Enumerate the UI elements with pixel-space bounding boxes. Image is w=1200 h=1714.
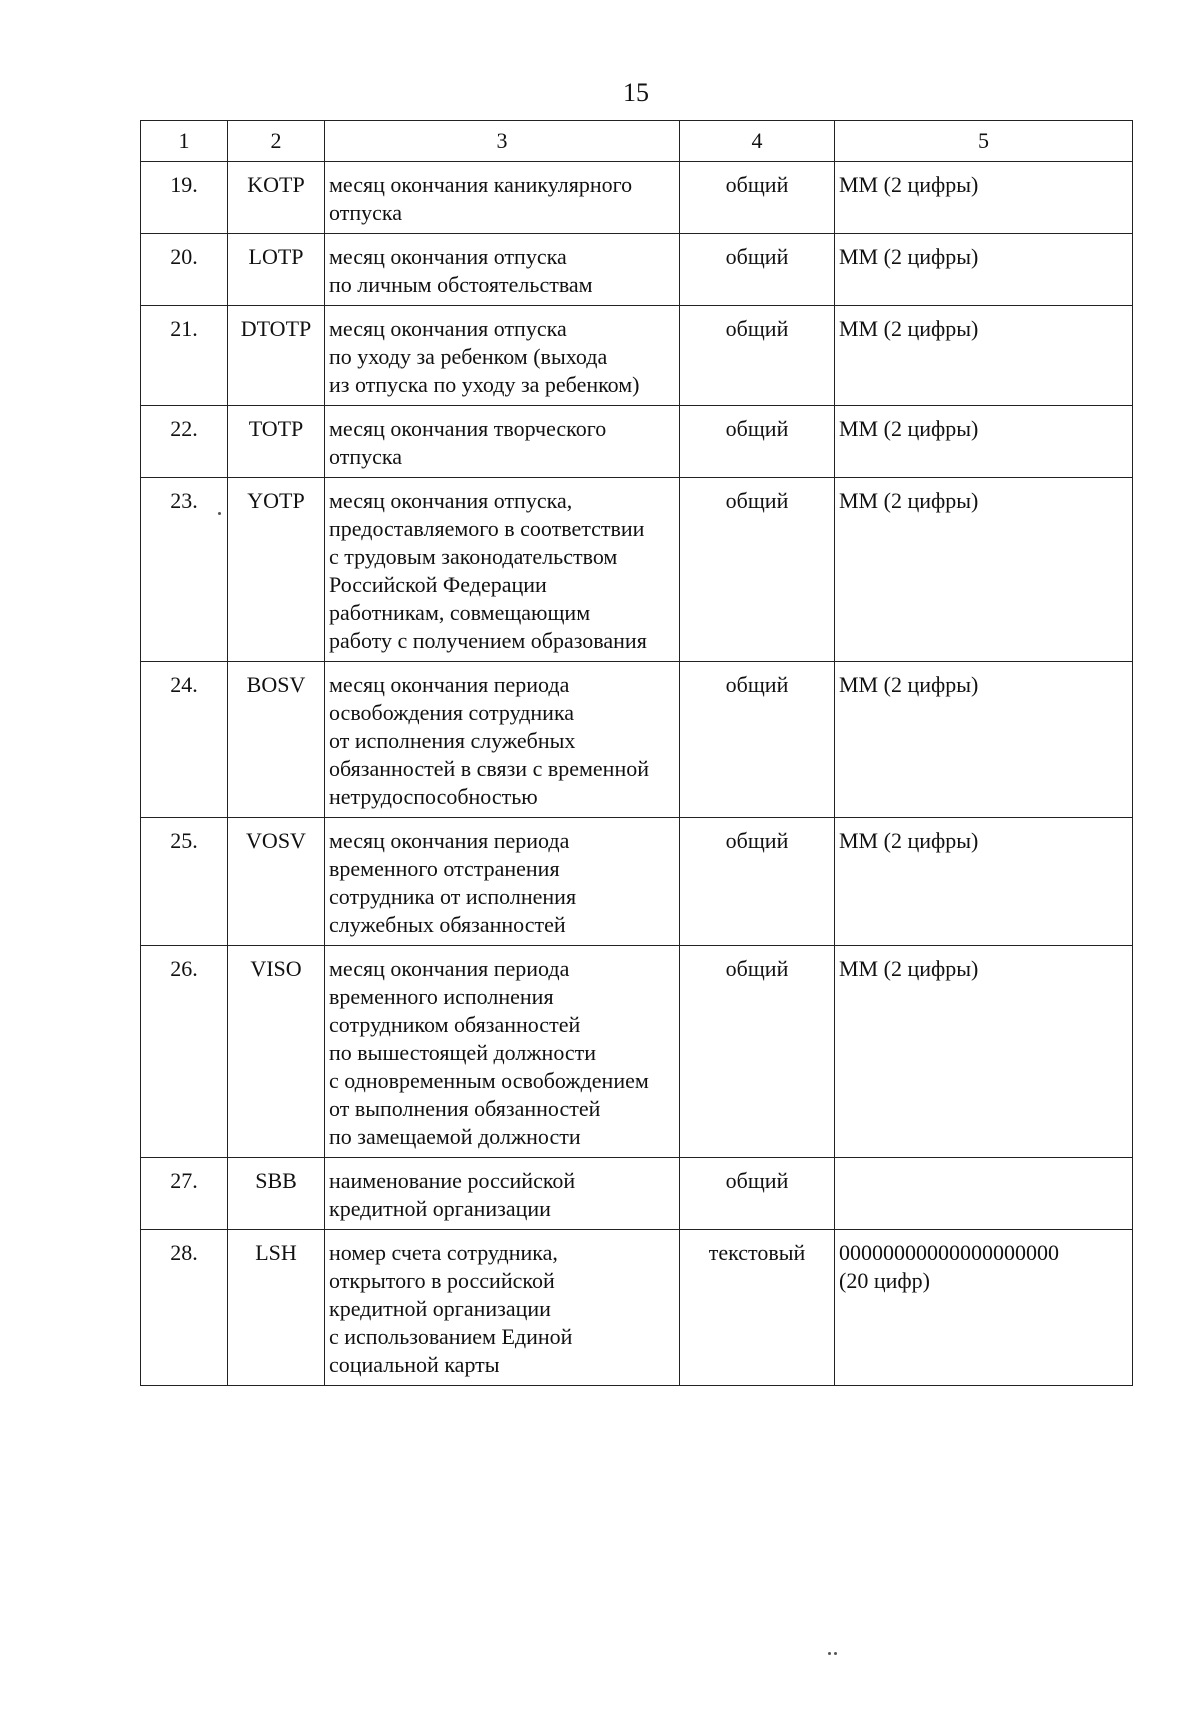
field-description: номер счета сотрудника, открытого в российской кредитной организации с использованием Единой социальной карты [325, 1230, 680, 1386]
row-number: 27. [141, 1158, 228, 1230]
field-format: ММ (2 цифры) [835, 306, 1133, 406]
field-format: 00000000000000000000 (20 цифр) [835, 1230, 1133, 1386]
header-col-1: 1 [141, 121, 228, 162]
field-format: ММ (2 цифры) [835, 662, 1133, 818]
field-code: KOTP [228, 162, 325, 234]
field-format: ММ (2 цифры) [835, 818, 1133, 946]
field-code: TOTP [228, 406, 325, 478]
field-type: общий [680, 406, 835, 478]
table-row [141, 406, 1133, 478]
field-description: месяц окончания периода временного отстранения сотрудника от исполнения служебных обязанностей [325, 818, 680, 946]
field-description: месяц окончания отпуска, предоставляемого в соответствии с трудовым законодательством Российской Федерации работникам, совмещающим работу с получением образования [325, 478, 680, 662]
table-row [141, 1230, 1133, 1386]
scan-artifact-dot [218, 512, 221, 515]
row-number: 26. [141, 946, 228, 1158]
row-number: 19. [141, 162, 228, 234]
field-type: общий [680, 662, 835, 818]
field-code: LOTP [228, 234, 325, 306]
field-type: общий [680, 162, 835, 234]
header-col-5: 5 [835, 121, 1133, 162]
field-code: YOTP [228, 478, 325, 662]
row-number: 21. [141, 306, 228, 406]
scan-artifact-dot [834, 1652, 837, 1655]
header-col-2: 2 [228, 121, 325, 162]
field-code: LSH [228, 1230, 325, 1386]
field-type: общий [680, 1158, 835, 1230]
row-number: 24. [141, 662, 228, 818]
table-header-row [141, 121, 1133, 162]
table-row [141, 662, 1133, 818]
field-format: ММ (2 цифры) [835, 946, 1133, 1158]
field-format [835, 1158, 1133, 1230]
field-description: месяц окончания периода временного исполнения сотрудником обязанностей по вышестоящей должности с одновременным освобождением от выполнения обязанностей по замещаемой должности [325, 946, 680, 1158]
page-number: 15 [623, 78, 649, 107]
field-code: SBB [228, 1158, 325, 1230]
field-description: месяц окончания отпуска по уходу за ребенком (выхода из отпуска по уходу за ребенком) [325, 306, 680, 406]
field-code: VISO [228, 946, 325, 1158]
header-col-3: 3 [325, 121, 680, 162]
field-description: месяц окончания творческого отпуска [325, 406, 680, 478]
field-description: месяц окончания отпуска по личным обстоятельствам [325, 234, 680, 306]
field-type: общий [680, 946, 835, 1158]
field-type: общий [680, 234, 835, 306]
field-format: ММ (2 цифры) [835, 478, 1133, 662]
field-type: текстовый [680, 1230, 835, 1386]
row-number: 20. [141, 234, 228, 306]
data-fields-table [140, 120, 1133, 1386]
field-type: общий [680, 818, 835, 946]
table-row [141, 478, 1133, 662]
table-row [141, 306, 1133, 406]
row-number: 28. [141, 1230, 228, 1386]
scan-artifact-dot [828, 1652, 831, 1655]
row-number: 22. [141, 406, 228, 478]
row-number: 23. [141, 478, 228, 662]
field-code: VOSV [228, 818, 325, 946]
field-code: DTOTP [228, 306, 325, 406]
field-description: месяц окончания каникулярного отпуска [325, 162, 680, 234]
field-format: ММ (2 цифры) [835, 406, 1133, 478]
table-row [141, 162, 1133, 234]
table-row [141, 946, 1133, 1158]
table-row [141, 1158, 1133, 1230]
field-description: месяц окончания периода освобождения сотрудника от исполнения служебных обязанностей в связи с временной нетрудоспособностью [325, 662, 680, 818]
field-format: ММ (2 цифры) [835, 234, 1133, 306]
field-format: ММ (2 цифры) [835, 162, 1133, 234]
header-col-4: 4 [680, 121, 835, 162]
table-row [141, 818, 1133, 946]
field-type: общий [680, 478, 835, 662]
field-code: BOSV [228, 662, 325, 818]
field-description: наименование российской кредитной организации [325, 1158, 680, 1230]
table-row [141, 234, 1133, 306]
field-type: общий [680, 306, 835, 406]
row-number: 25. [141, 818, 228, 946]
